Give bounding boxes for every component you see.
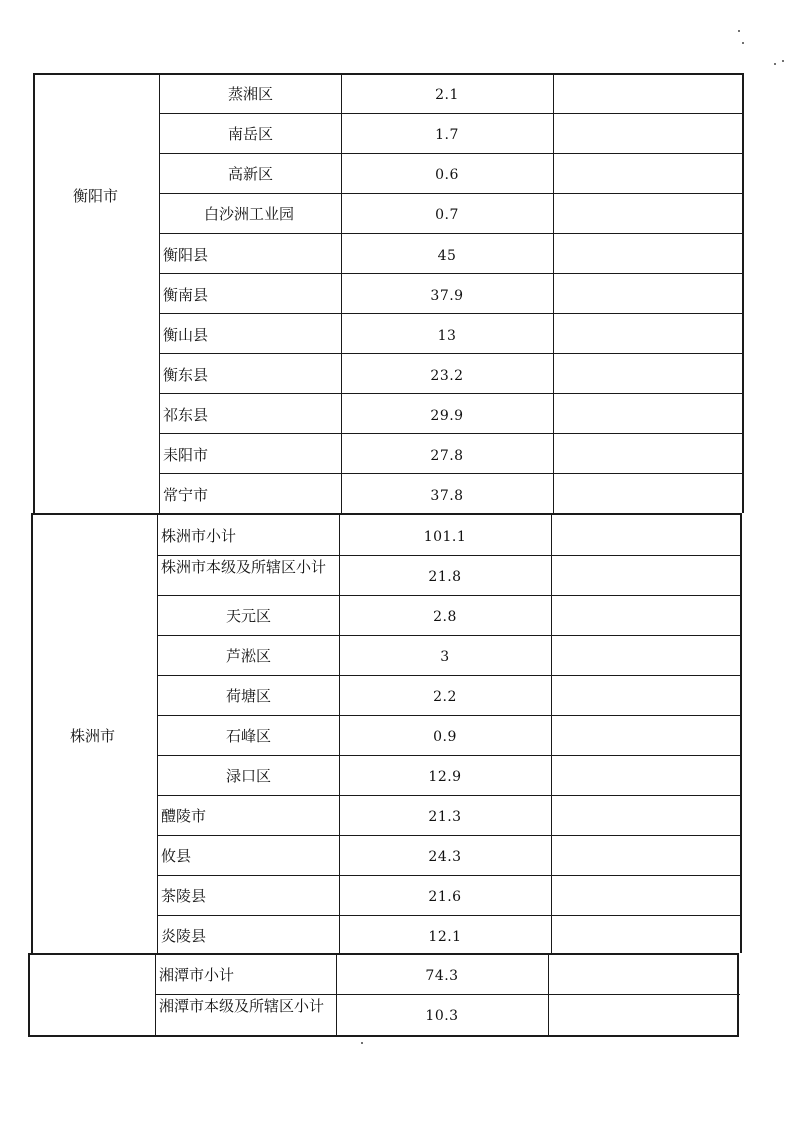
row-separator xyxy=(157,755,742,756)
row-name: 天元区 xyxy=(226,607,272,625)
group-separator xyxy=(28,953,739,955)
row-separator xyxy=(159,153,744,154)
row-name: 荷塘区 xyxy=(226,687,272,705)
row-separator xyxy=(159,473,744,474)
row-name: 渌口区 xyxy=(226,767,272,785)
row-name: 高新区 xyxy=(228,165,274,183)
row-name: 衡阳县 xyxy=(163,246,209,264)
row-separator xyxy=(159,313,744,314)
row-separator xyxy=(159,353,744,354)
row-name: 衡山县 xyxy=(163,326,209,344)
row-value: 3 xyxy=(440,649,450,665)
row-value: 21.8 xyxy=(428,569,462,585)
row-name: 衡东县 xyxy=(163,366,209,384)
row-name: 衡南县 xyxy=(163,286,209,304)
row-value: 2.1 xyxy=(435,87,459,103)
city-label: 衡阳市 xyxy=(73,187,119,205)
row-value: 2.2 xyxy=(433,689,457,705)
city-label: 株洲市 xyxy=(70,727,116,745)
row-value: 12.1 xyxy=(428,929,462,945)
row-separator xyxy=(157,875,742,876)
table-border-left xyxy=(33,73,35,513)
column-divider xyxy=(159,73,160,513)
table-border-left xyxy=(31,513,33,953)
row-name: 湘潭市小计 xyxy=(159,966,235,984)
row-separator xyxy=(159,433,744,434)
row-value: 0.9 xyxy=(433,729,457,745)
row-separator xyxy=(157,555,742,556)
row-value: 23.2 xyxy=(430,368,464,384)
row-value: 2.8 xyxy=(433,609,457,625)
row-separator xyxy=(157,795,742,796)
row-value: 45 xyxy=(437,248,457,264)
table-border-left xyxy=(28,953,30,1035)
row-separator xyxy=(157,715,742,716)
row-value: 37.8 xyxy=(430,488,464,504)
row-separator xyxy=(157,915,742,916)
row-name: 醴陵市 xyxy=(161,807,207,825)
row-name: 石峰区 xyxy=(226,727,272,745)
row-name: 株洲市小计 xyxy=(161,527,237,545)
row-name: 芦淞区 xyxy=(226,647,272,665)
row-separator xyxy=(159,273,744,274)
row-name: 蒸湘区 xyxy=(228,85,274,103)
column-divider xyxy=(553,73,554,513)
row-name: 株洲市本级及所辖区小计 xyxy=(161,558,327,576)
row-separator xyxy=(155,994,740,995)
row-value: 0.6 xyxy=(435,167,459,183)
row-separator xyxy=(157,635,742,636)
table-border-bottom xyxy=(28,1035,739,1037)
row-separator xyxy=(157,675,742,676)
row-value: 27.8 xyxy=(430,448,464,464)
column-divider xyxy=(551,513,552,953)
row-name: 白沙洲工业园 xyxy=(204,205,295,223)
row-value: 29.9 xyxy=(430,408,464,424)
row-name: 祁东县 xyxy=(163,406,209,424)
row-value: 21.6 xyxy=(428,889,462,905)
row-value: 10.3 xyxy=(425,1008,459,1024)
row-separator xyxy=(159,113,744,114)
row-value: 1.7 xyxy=(435,127,459,143)
table-border-top xyxy=(33,73,744,75)
row-value: 12.9 xyxy=(428,769,462,785)
column-divider xyxy=(157,513,158,953)
row-name: 攸县 xyxy=(161,847,192,865)
row-value: 37.9 xyxy=(430,288,464,304)
row-separator xyxy=(159,233,744,234)
row-value: 13 xyxy=(437,328,457,344)
row-name: 茶陵县 xyxy=(161,887,207,905)
row-separator xyxy=(157,835,742,836)
row-separator xyxy=(157,595,742,596)
row-value: 21.3 xyxy=(428,809,462,825)
group-separator xyxy=(31,513,742,515)
table-border-right xyxy=(742,73,744,513)
row-name: 南岳区 xyxy=(228,125,274,143)
row-separator xyxy=(159,393,744,394)
row-separator xyxy=(159,193,744,194)
row-value: 101.1 xyxy=(423,529,467,545)
row-name: 炎陵县 xyxy=(161,927,207,945)
row-value: 0.7 xyxy=(435,207,459,223)
row-value: 24.3 xyxy=(428,849,462,865)
row-name: 耒阳市 xyxy=(163,446,209,464)
row-name: 常宁市 xyxy=(163,486,209,504)
row-name: 湘潭市本级及所辖区小计 xyxy=(159,997,325,1015)
table-border-right xyxy=(740,513,742,953)
row-value: 74.3 xyxy=(425,968,459,984)
